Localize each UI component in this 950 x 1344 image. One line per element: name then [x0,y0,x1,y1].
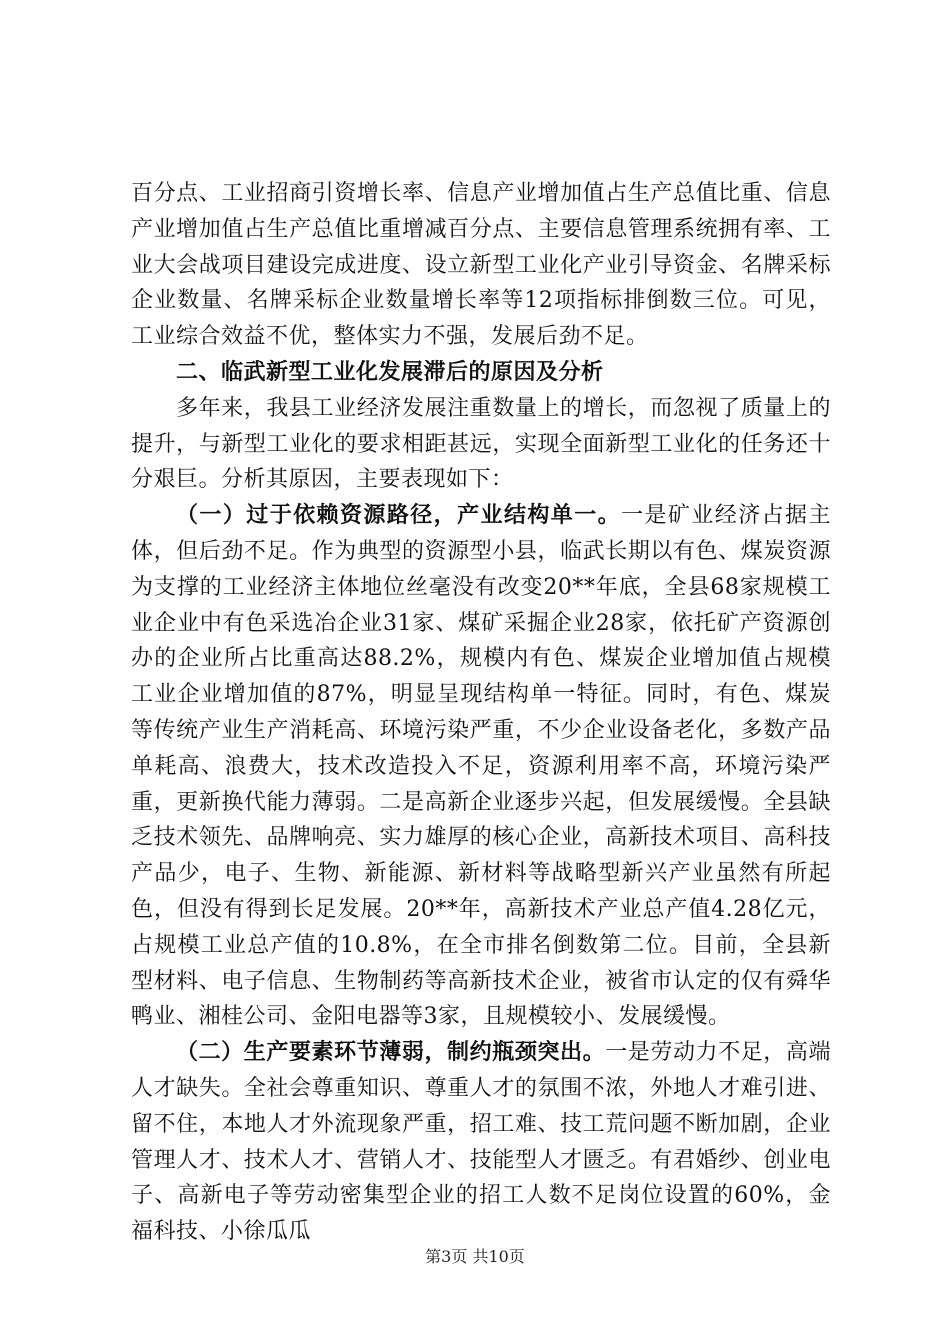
subsection-paragraph-2 [131,1035,831,1250]
subsection-text-1: 一是矿业经济占据主体，但后劲不足。作为典型的资源型小县，临武长期以有色、煤炭资源为支撑的工业经济主体地位丝毫没有改变20**年底，全县68家规模工业企业中有色采选冶企业31家、煤矿采掘企业28家，依托矿产资源创办的企业所占比重高达88.2%，规模内有色、煤炭企业增加值占规模工业企业增加值的87%，明显呈现结构单一特征。同时，有色、煤炭等传统产业生产消耗高、环境污染严重，不少企业设备老化，多数产品单耗高、浪费大，技术改造投入不足，资源利用率不高，环境污染严重，更新换代能力薄弱。二是高新企业逐步兴起，但发展缓慢。全县缺乏技术领先、品牌响亮、实力雄厚的核心企业，高新技术项目、高科技产品少，电子、生物、新能源、新材料等战略型新兴产业虽然有所起色，但没有得到长足发展。20**年，高新技术产业总产值4.28亿元，占规模工业总产值的10.8%，在全市排名倒数第二位。目前，全县新型材料、电子信息、生物制药等高新技术企业，被省市认定的仅有舜华鸭业、湘桂公司、金阳电器等3家，且规模较小、发展缓慢。 [131,503,831,1030]
section-heading: 二、临武新型工业化发展滞后的原因及分析 [176,358,604,385]
document-body [131,176,831,1250]
continuation-paragraph: 百分点、工业招商引资增长率、信息产业增加值占生产总值比重、信息产业增加值占生产总值比重增减百分点、主要信息管理系统拥有率、工业大会战项目建设完成进度、设立新型工业化产业引导资金、名牌采标企业数量、名牌采标企业数量增长率等12项指标排倒数三位。可见，工业综合效益不优，整体实力不强，发展后劲不足。 [131,181,831,350]
subsection-paragraph-1 [131,498,831,1035]
subsection-text-2: 一是劳动力不足，高端人才缺失。全社会尊重知识、尊重人才的氛围不浓，外地人才难引进、留不住，本地人才外流现象严重，招工难、技工荒问题不断加剧，企业管理人才、技术人才、营销人才、技能型人才匮乏。有君婚纱、创业电子、高新电子等劳动密集型企业的招工人数不足岗位设置的60%，金福科技、小徐瓜瓜 [131,1040,831,1245]
page-footer: 第3页 共10页 [425,1247,525,1266]
subsection-lead-2: （二）生产要素环节薄弱，制约瓶颈突出。 [176,1039,606,1066]
body-paragraph: 多年来，我县工业经济发展注重数量上的增长，而忽视了质量上的提升，与新型工业化的要求相距甚远，实现全面新型工业化的任务还十分艰巨。分析其原因，主要表现如下： [131,395,831,493]
subsection-lead-1: （一）过于依赖资源路径，产业结构单一。 [176,502,622,529]
